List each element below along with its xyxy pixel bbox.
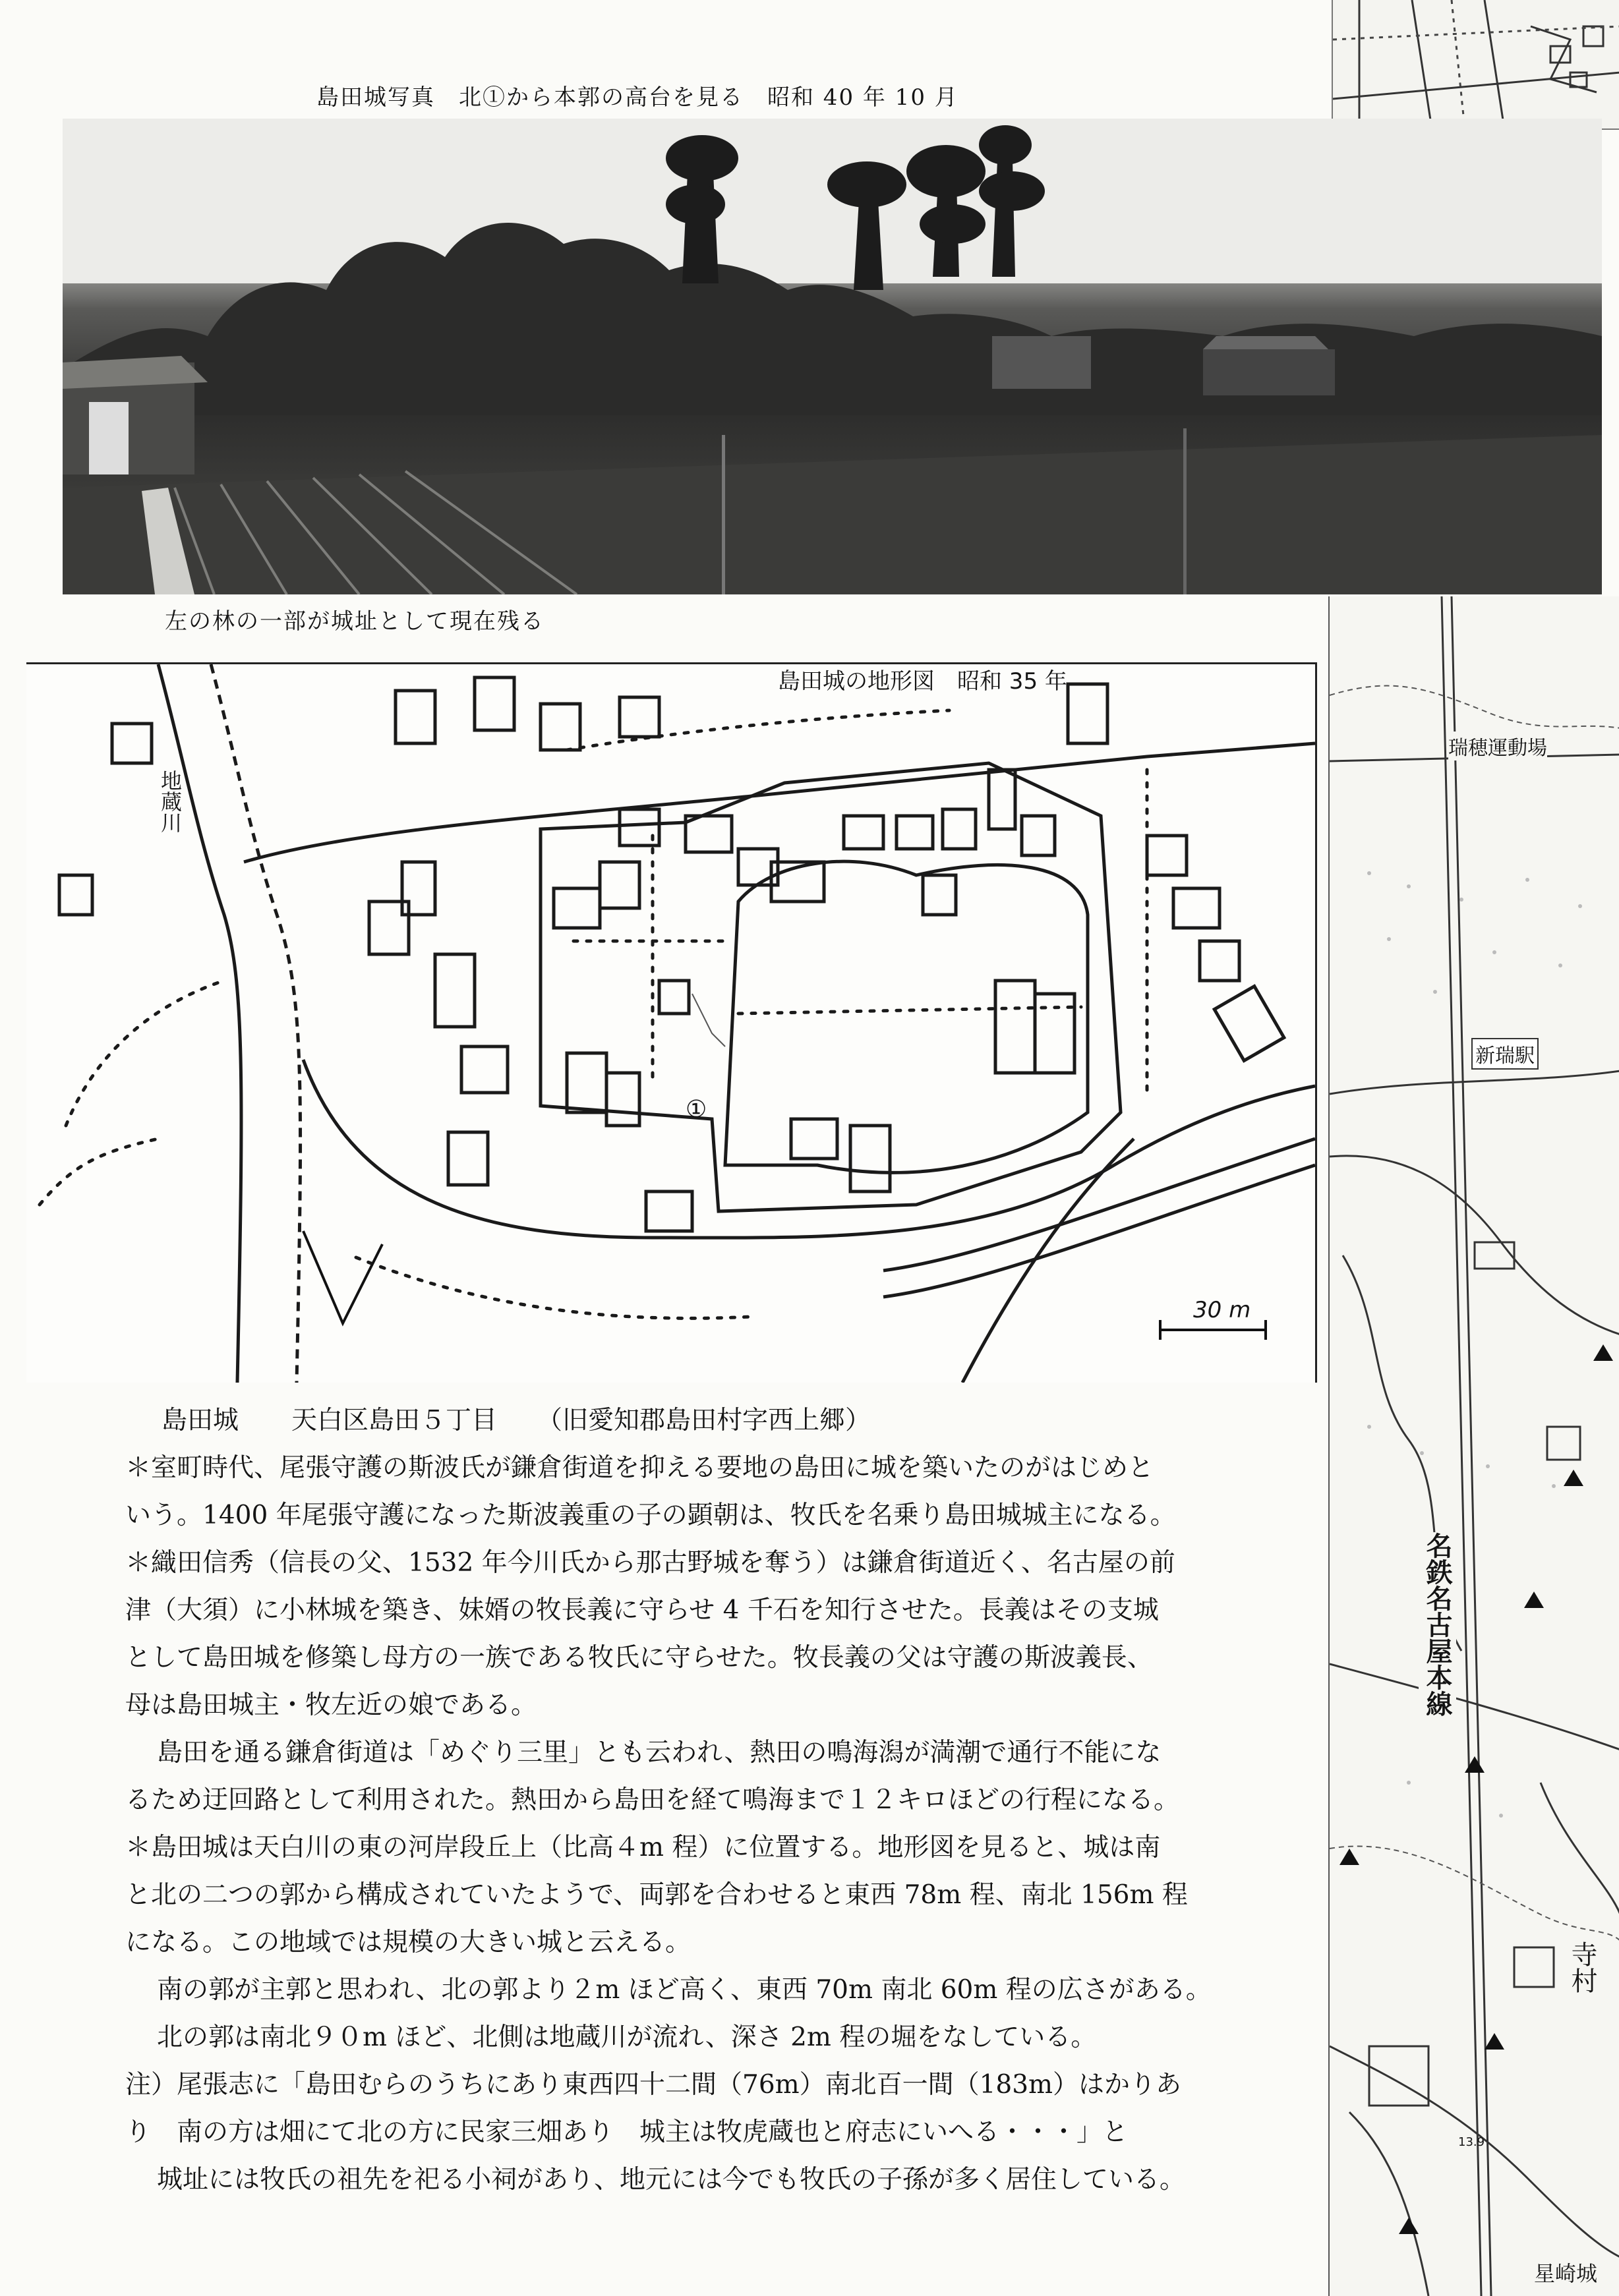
text-line: ＊織田信秀（信長の父、1532 年今川氏から那古野城を奪う）は鎌倉街道近く、名古屋の前 (125, 1548, 1175, 1578)
map-marker-1: ① (686, 1096, 707, 1123)
article-body (125, 1397, 1299, 2204)
photo-subcaption: 左の林の一部が城址として現在残る (165, 608, 545, 635)
text-line: 注）尾張志に「島田むらのうちにあり東西四十二間（76m）南北百一間（183m）はかりあ (125, 2070, 1182, 2100)
map-label-elevation: 13.9 (1458, 2135, 1485, 2149)
text-line: ＊室町時代、尾張守護の斯波氏が鎌倉街道を抑える要地の島田に城を築いたのがはじめと (125, 1453, 1154, 1483)
text-line: いう。1400 年尾張守護になった斯波義重の子の顕朝は、牧氏を名乗り島田城城主になる。 (125, 1501, 1176, 1530)
castle-old-address: （旧愛知郡島田村字西上郷） (537, 1406, 871, 1435)
article-heading (125, 1397, 1299, 1445)
text-line: 母は島田城主・牧左近の娘である。 (125, 1690, 537, 1720)
text-line: り 南の方は畑にて北の方に民家三畑あり 城主は牧虎蔵也と府志にいへる・・・」と (125, 2117, 1129, 2147)
map-label-station: 新瑞駅 (1471, 1038, 1539, 1070)
map-title: 島田城の地形図 昭和 35 年 (778, 668, 1067, 695)
map-scale-label: 30 m (1193, 1297, 1251, 1323)
map-label-village: 寺村 (1564, 1941, 1601, 1994)
area-map (1328, 596, 1619, 2296)
castle-name: 島田城 (162, 1406, 239, 1435)
side-map-top-fragment (1332, 0, 1619, 130)
text-line: 津（大須）に小林城を築き、妹婿の牧長義に守らせ 4 千石を知行させた。長義はその支城 (125, 1595, 1159, 1625)
text-line: 南の郭が主郭と思われ、北の郭より２m ほど高く、東西 70m 南北 60m 程の広さがある。 (157, 1975, 1212, 2005)
map-label-sports-park: 瑞穂運動場 (1448, 732, 1547, 761)
map-label-railway: 名鉄名古屋本線 (1419, 1532, 1456, 1717)
map-label-castle: 星崎城 (1534, 2257, 1597, 2287)
castle-address: 天白区島田５丁目 (291, 1406, 498, 1435)
photo-caption: 島田城写真 北①から本郭の高台を見る 昭和 40 年 10 月 (316, 84, 958, 111)
map-river-label: 地蔵川 (158, 770, 183, 833)
text-line: 北の郭は南北９０m ほど、北側は地蔵川が流れ、深さ 2m 程の堀をなしている。 (157, 2023, 1097, 2052)
text-line: と北の二つの郭から構成されていたようで、両郭を合わせると東西 78m 程、南北 156m 程 (125, 1880, 1188, 1910)
text-line: 城址には牧氏の祖先を祀る小祠があり、地元には今でも牧氏の子孫が多く居住している。 (157, 2165, 1186, 2195)
terrain-map (26, 662, 1317, 1383)
text-line: 島田を通る鎌倉街道は「めぐり三里」とも云われ、熱田の鳴海潟が満潮で通行不能にな (157, 1738, 1162, 1767)
text-line: るため迂回路として利用された。熱田から島田を経て鳴海まで１２キロほどの行程になる。 (125, 1785, 1180, 1815)
text-line: ＊島田城は天白川の東の河岸段丘上（比高４m 程）に位置する。地形図を見ると、城は南 (125, 1833, 1161, 1862)
castle-photo (63, 119, 1602, 594)
text-line: になる。この地域では規模の大きい城と云える。 (125, 1928, 692, 1957)
text-line: として島田城を修築し母方の一族である牧氏に守らせた。牧長義の父は守護の斯波義長、 (125, 1643, 1153, 1673)
